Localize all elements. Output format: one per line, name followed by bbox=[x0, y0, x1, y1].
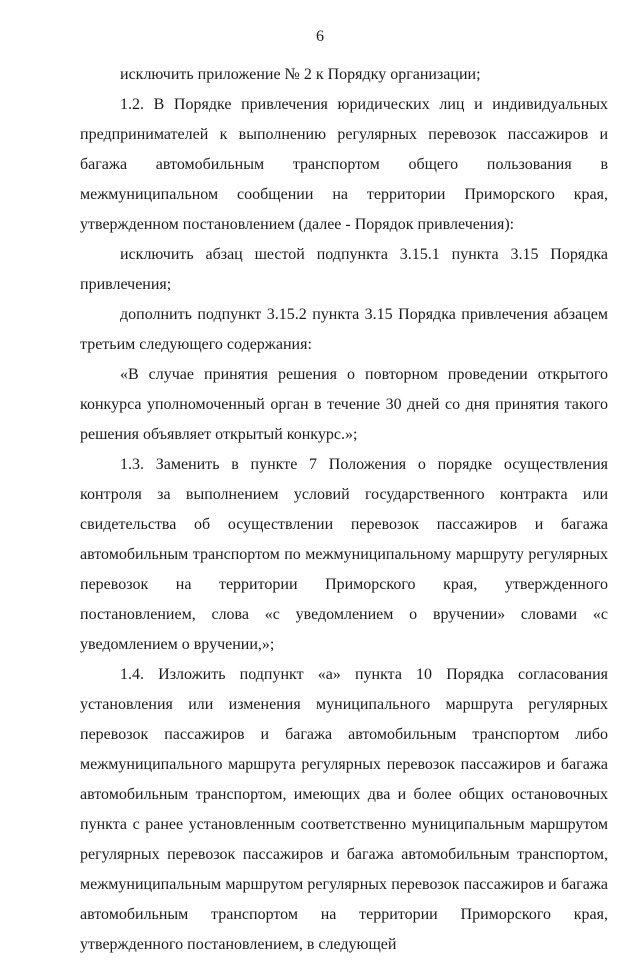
paragraph-1-2: 1.2. В Порядке привлечения юридических лиц и индивидуальных предпринимателей к выполнению регулярных перевозок пассажиров и багажа автомобильным транспортом общего пользования в межмуниципальном сообщении на территории Приморского края, утвержденном постановлением (далее - Порядок привлечения): bbox=[80, 96, 608, 233]
paragraph-exclude-appendix: исключить приложение № 2 к Порядку организации; bbox=[120, 66, 481, 83]
paragraph-1-4: 1.4. Изложить подпункт «а» пункта 10 Порядка согласования установления или изменения муниципального маршрута регулярных перевозок пассажиров и багажа автомобильным транспортом либо межмуниципального маршрута регулярных перевозок пассажиров и багажа автомобильным транспортом, имеющих два и более общих остановочных пункта с ранее установленным соответственно муниципальным маршрутом регулярных перевозок пассажиров и багажа автомобильным транспортом, межмуниципальным маршрутом регулярных перевозок пассажиров и багажа автомобильным транспортом на территории Приморского края, утвержденного постановлением, в следующей bbox=[80, 666, 608, 953]
paragraph-quote: «В случае принятия решения о повторном проведении открытого конкурса уполномоченный орган в течение 30 дней со дня принятия такого решения объявляет открытый конкурс.»; bbox=[80, 366, 608, 443]
page-number: 6 bbox=[316, 28, 324, 45]
paragraph-1-3: 1.3. Заменить в пункте 7 Положения о порядке осуществления контроля за выполнением условий государственного контракта или свидетельства об осуществлении перевозок пассажиров и багажа автомобильным транспортом по межмуниципальному маршруту регулярных перевозок на территории Приморского края, утвержденного постановлением, слова «с уведомлением о вручении» словами «с уведомлением о вручении,»; bbox=[80, 456, 608, 653]
paragraph-exclude-abzac: исключить абзац шестой подпункта 3.15.1 пункта 3.15 Порядка привлечения; bbox=[80, 246, 608, 293]
paragraph-supplement: дополнить подпункт 3.15.2 пункта 3.15 Порядка привлечения абзацем третьим следующего содержания: bbox=[80, 306, 608, 353]
document-body bbox=[80, 60, 608, 960]
